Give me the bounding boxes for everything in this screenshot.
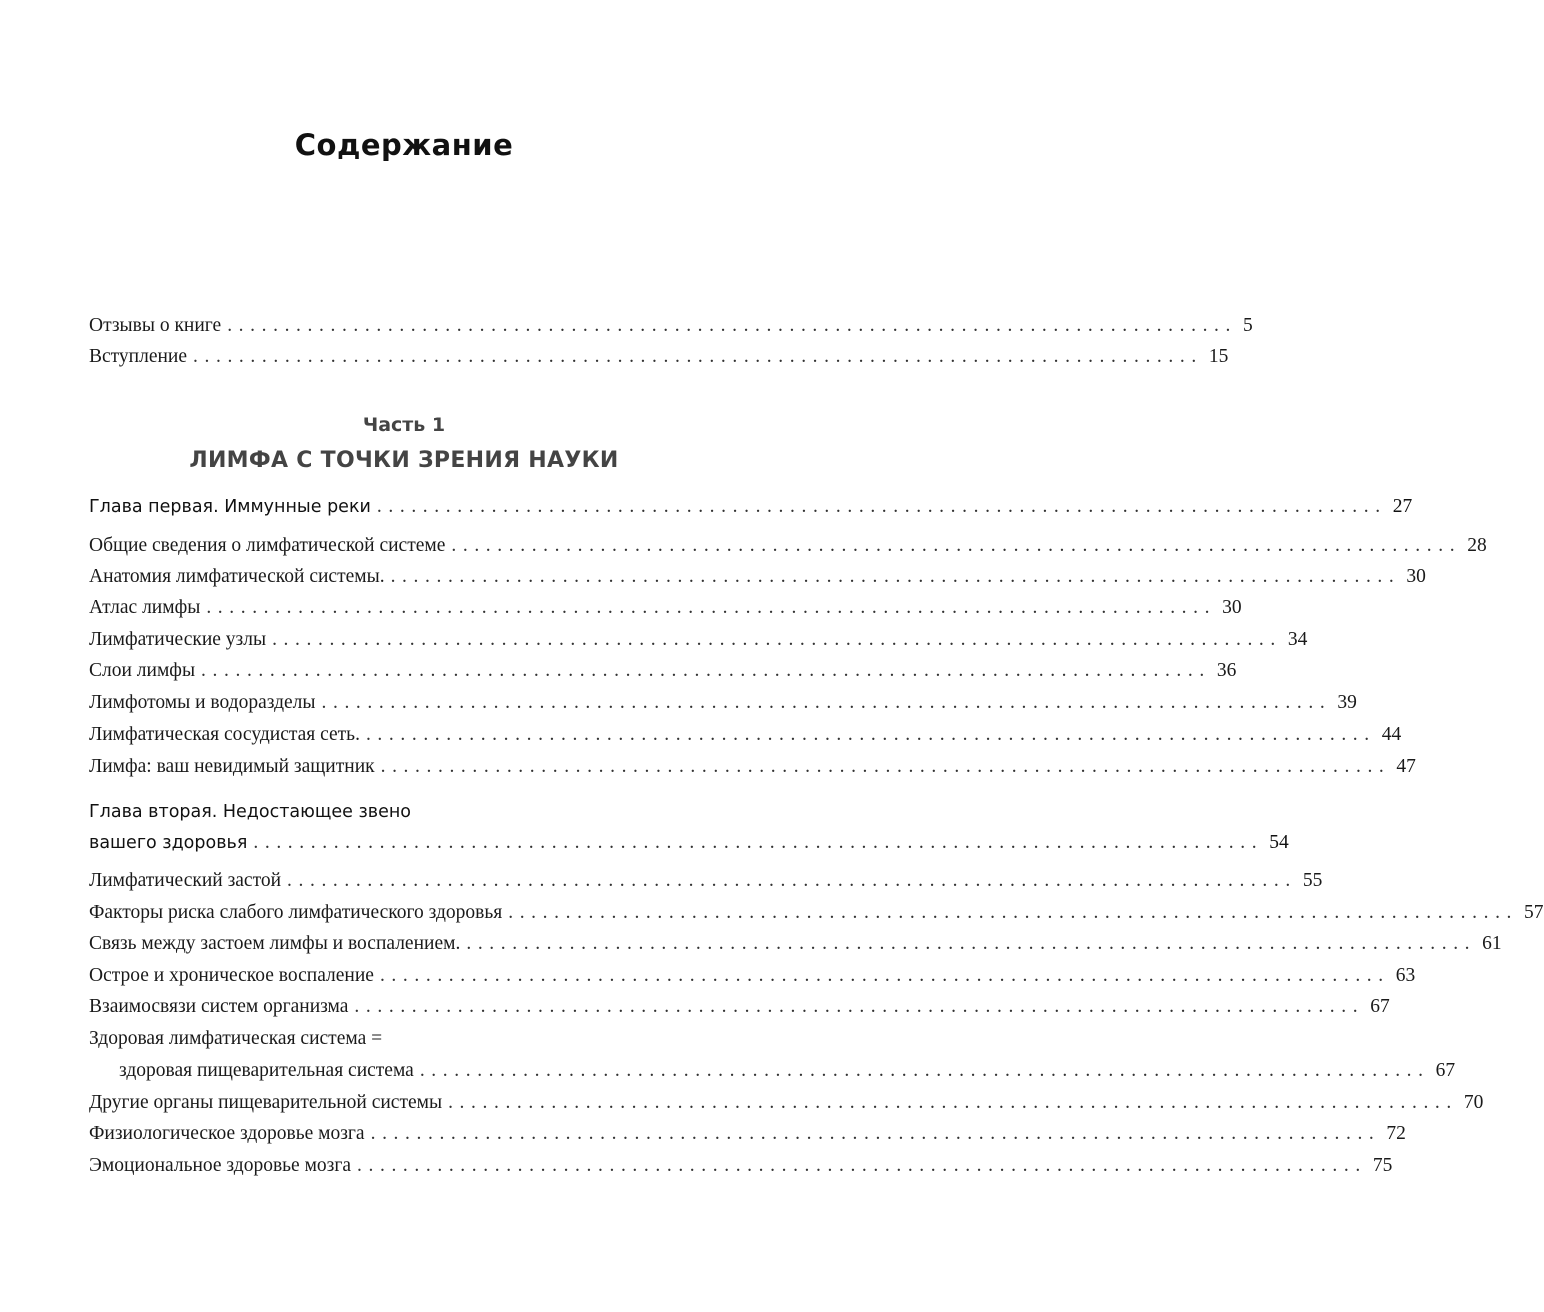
toc-entry-title: здоровая пищеварительная система [119, 1060, 414, 1081]
page-title: Содержание [294, 128, 514, 162]
toc-entry[interactable] [89, 1092, 1484, 1120]
chapter-title: Глава первая. Иммунные реки [89, 497, 371, 517]
toc-entry[interactable] [89, 629, 1308, 657]
toc-entry-page: 30 [1222, 597, 1242, 618]
leader-dots: ........................................................................................ [321, 692, 1332, 713]
toc-entry-page: 30 [1406, 566, 1426, 587]
toc-entry[interactable] [89, 566, 1426, 594]
chapter-page: 27 [1392, 496, 1413, 517]
leader-dots: ........................................................................................ [390, 566, 1401, 587]
leader-dots: ........................................................................................ [419, 1060, 1430, 1081]
toc-entry-page: 70 [1463, 1092, 1484, 1113]
toc-entry[interactable] [89, 692, 1357, 720]
leader-dots: ........................................................................................ [466, 933, 1477, 954]
toc-entry-title: Острое и хроническое воспаление [89, 965, 374, 986]
toc-entry[interactable] [119, 1060, 1456, 1088]
leader-dots: ........................................................................................ [379, 965, 1390, 986]
toc-entry-title: Слои лимфы [89, 660, 196, 681]
toc-entry-page: 61 [1482, 933, 1502, 954]
leader-dots: ........................................................................................ [357, 1155, 1367, 1176]
leader-dots: ........................................................................................ [253, 832, 1264, 853]
toc-entry[interactable] [89, 870, 1323, 898]
toc-entry-page: 75 [1372, 1155, 1393, 1176]
toc-entry[interactable] [89, 756, 1416, 784]
chapter-page: 54 [1269, 832, 1289, 853]
toc-entry-title: Другие органы пищеварительной системы [89, 1092, 443, 1113]
toc-entry-title: Факторы риска слабого лимфатического здоровья [89, 902, 503, 923]
toc-entry-page: 47 [1396, 756, 1416, 777]
toc-entry[interactable] [89, 724, 1402, 752]
part-title: ЛИМФА С ТОЧКИ ЗРЕНИЯ НАУКИ [189, 448, 619, 473]
toc-entry[interactable] [89, 660, 1237, 688]
toc-entry[interactable] [89, 315, 1253, 343]
chapter-entry[interactable] [89, 832, 1289, 860]
toc-entry-page: 72 [1386, 1123, 1406, 1144]
toc-entry-page: 63 [1395, 965, 1416, 986]
toc-entry[interactable] [89, 1123, 1406, 1151]
leader-dots: ........................................................................................ [380, 756, 1391, 777]
toc-entry-title: Физиологическое здоровье мозга [89, 1123, 365, 1144]
part-number: Часть 1 [362, 414, 446, 436]
toc-entry-page: 34 [1287, 629, 1308, 650]
leader-dots: ........................................................................................ [193, 346, 1203, 367]
toc-entry-title: Связь между застоем лимфы и воспалением. [89, 933, 461, 954]
leader-dots: ........................................................................................ [448, 1092, 1458, 1113]
toc-entry-title: Атлас лимфы [89, 597, 201, 618]
toc-entry[interactable] [89, 965, 1416, 993]
leader-dots: ........................................................................................ [354, 996, 1365, 1017]
toc-entry-page: 67 [1370, 996, 1390, 1017]
toc-entry[interactable] [89, 535, 1487, 563]
leader-dots: ........................................................................................ [451, 535, 1462, 556]
toc-entry-title: Лимфа: ваш невидимый защитник [89, 756, 375, 777]
toc-entry-title: Лимфатические узлы [89, 629, 267, 650]
leader-dots: ........................................................................................ [370, 1123, 1381, 1144]
leader-dots: ........................................................................................ [376, 496, 1387, 517]
toc-entry-title: Эмоциональное здоровье мозга [89, 1155, 352, 1176]
toc-entry-page: 67 [1435, 1060, 1456, 1081]
leader-dots: ........................................................................................ [365, 724, 1376, 745]
toc-entry-page: 55 [1302, 870, 1323, 891]
leader-dots: ........................................................................................ [206, 597, 1217, 618]
toc-entry-title: Лимфотомы и водоразделы [89, 692, 316, 713]
toc-entry-page: 44 [1381, 724, 1402, 745]
toc-entry[interactable] [89, 902, 1544, 930]
chapter-title-line[interactable]: Глава вторая. Недостающее звено [89, 802, 411, 822]
toc-entry[interactable] [89, 933, 1502, 961]
toc-entry-page: 36 [1216, 660, 1237, 681]
toc-entry-title-line[interactable]: Здоровая лимфатическая система = [89, 1028, 383, 1049]
leader-dots: ........................................................................................ [227, 315, 1238, 336]
chapter-entry[interactable] [89, 496, 1413, 524]
toc-entry-page: 28 [1467, 535, 1487, 556]
leader-dots: ........................................................................................ [287, 870, 1297, 891]
toc-entry-title: Взаимосвязи систем организма [89, 996, 349, 1017]
toc-entry-page: 15 [1208, 346, 1229, 367]
toc-entry-title: Анатомия лимфатической системы. [89, 566, 385, 587]
toc-entry-title: Лимфатический застой [89, 870, 282, 891]
toc-entry[interactable] [89, 996, 1390, 1024]
toc-entry-page: 39 [1337, 692, 1357, 713]
leader-dots: ........................................................................................ [201, 660, 1211, 681]
toc-entry-title: Вступление [89, 346, 188, 367]
toc-entry[interactable] [89, 597, 1242, 625]
toc-entry-title: Отзывы о книге [89, 315, 222, 336]
toc-entry-page: 5 [1243, 315, 1253, 336]
leader-dots: ........................................................................................ [272, 629, 1282, 650]
toc-entry[interactable] [89, 346, 1229, 374]
leader-dots: ........................................................................................ [508, 902, 1519, 923]
toc-entry-title: Общие сведения о лимфатической системе [89, 535, 446, 556]
toc-entry-page: 57 [1524, 902, 1544, 923]
toc-entry-title: Лимфатическая сосудистая сеть. [89, 724, 360, 745]
chapter-title: вашего здоровья [89, 833, 248, 853]
toc-entry[interactable] [89, 1155, 1393, 1183]
